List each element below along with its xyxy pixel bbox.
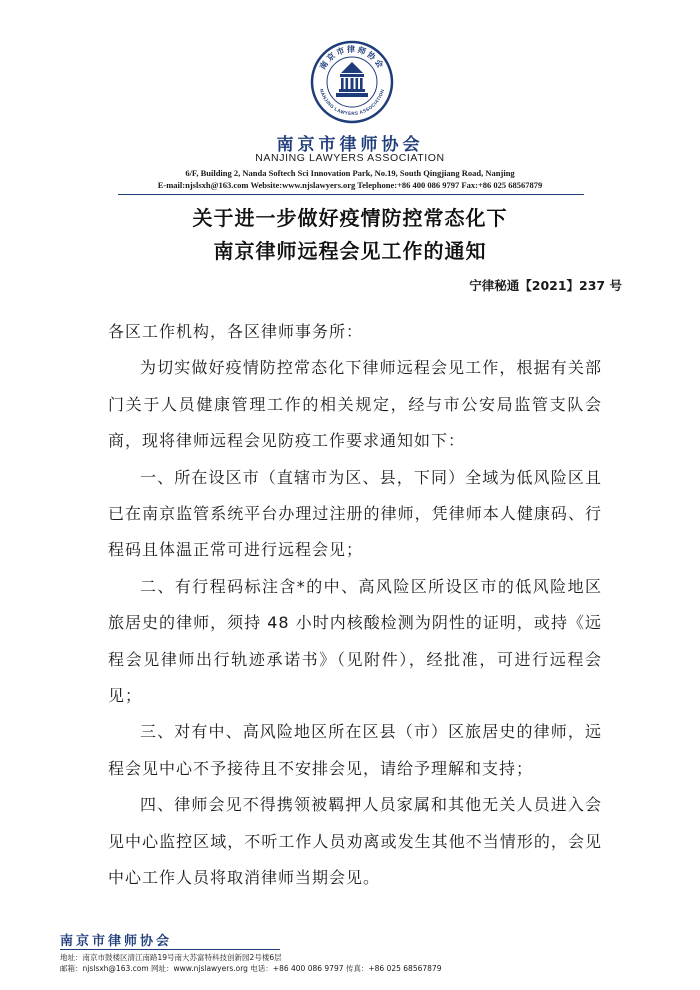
salutation: 各区工作机构，各区律师事务所：: [108, 322, 364, 341]
paragraph-item-1: 一、所在设区市（直辖市为区、县，下同）全域为低风险区且已在南京监管系统平台办理过注册的律师，凭律师本人健康码、行程码且体温正常可进行远程会见；: [108, 467, 602, 560]
letterhead-address: 6/F, Building 2, Nanda Softech Sci Innovation Park, No.19, South Qingjiang Road, Nanjing: [185, 168, 515, 178]
svg-text:南京市律师协会: 南京市律师协会: [318, 45, 386, 72]
footer-divider: [60, 949, 280, 950]
header-divider: [118, 194, 584, 195]
footer-org-name: 南京市律师协会: [60, 934, 173, 949]
paragraph-intro: 为切实做好疫情防控常态化下律师远程会见工作，根据有关部门关于人员健康管理工作的相关规定，经与市公安局监管支队会商，现将律师远程会见防疫工作要求通知如下：: [108, 358, 602, 451]
document-body: [108, 314, 602, 897]
svg-text:NANJING LAWYERS ASSOCIATION: NANJING LAWYERS ASSOCIATION: [318, 88, 386, 117]
association-logo-icon: [310, 40, 394, 124]
letterhead-contact: E-mail:njslsxh@163.com Website:www.njslawyers.org Telephone:+86 400 086 9797 Fax:+86 025 68567879: [157, 180, 543, 190]
paragraph-item-2: 二、有行程码标注含*的中、高风险区所设区市的低风险地区旅居史的律师，须持 48 小时内核酸检测为阴性的证明，或持《远程会见律师出行轨迹承诺书》（见附件），经批准，可进行远程会见；: [108, 576, 602, 706]
org-name-en: NANJING LAWYERS ASSOCIATION: [255, 152, 445, 164]
document-number: 宁律秘通【2021】237 号: [469, 278, 622, 293]
document-title-line-2: 南京律师远程会见工作的通知: [213, 239, 487, 263]
footer-address: 地址：南京市鼓楼区清江南路19号南大苏富特科技创新园2号楼6层: [60, 953, 282, 962]
footer-contact: 邮箱：njslsxh@163.com 网址：www.njslawyers.org 电话：+86 400 086 9797 传真：+86 025 68567879: [60, 964, 442, 973]
document-title-line-1: 关于进一步做好疫情防控常态化下: [192, 206, 508, 230]
org-name-cn: 南京市律师协会: [276, 135, 424, 155]
paragraph-item-4: 四、律师会见不得携领被羁押人员家属和其他无关人员进入会见中心监控区域，不听工作人员劝离或发生其他不当情形的，会见中心工作人员将取消律师当期会见。: [108, 795, 602, 888]
paragraph-item-3: 三、对有中、高风险地区所在区县（市）区旅居史的律师，远程会见中心不予接待且不安排会见，请给予理解和支持；: [108, 722, 602, 778]
